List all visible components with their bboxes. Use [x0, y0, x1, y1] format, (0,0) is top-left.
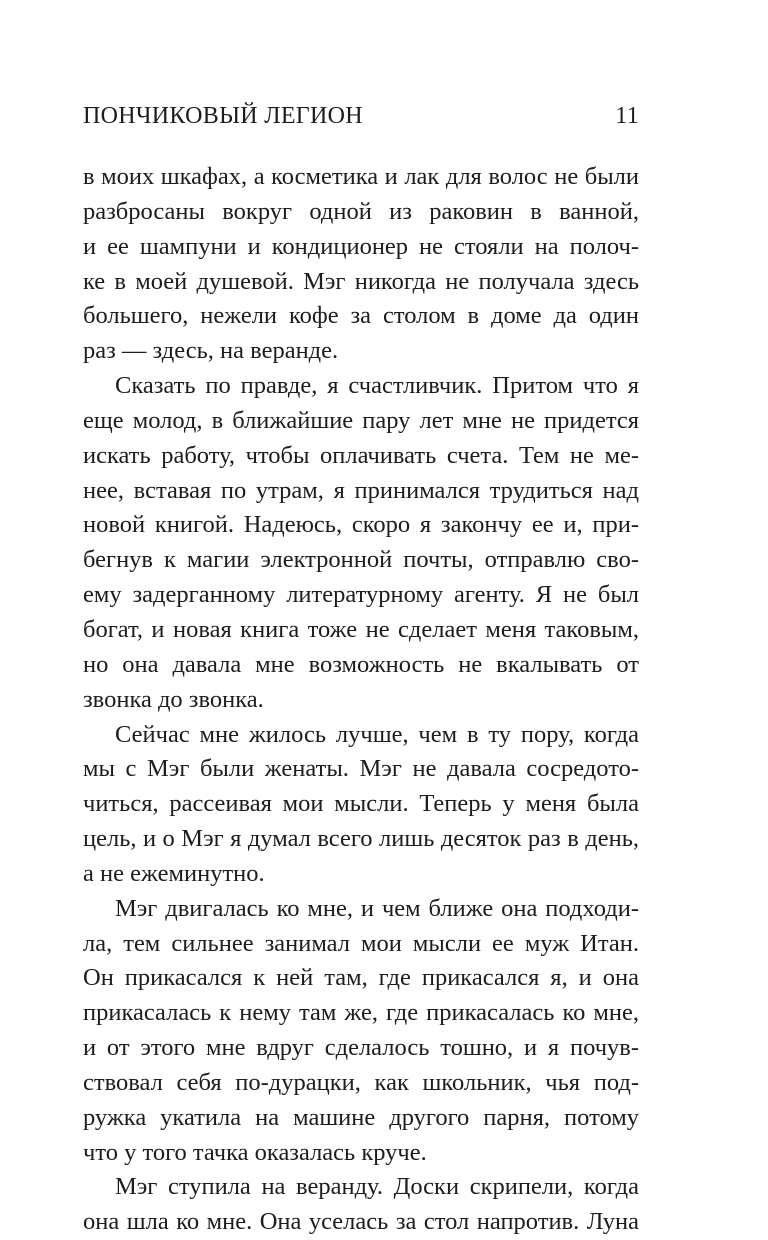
page-number: 11 [615, 103, 639, 129]
text-line: Мэг двигалась ко мне, и чем ближе она подходи- [115, 894, 639, 922]
text-line: мы с Мэг были женаты. Мэг не давала сосредото- [83, 755, 639, 783]
text-line: разбросаны вокруг одной из раковин в ванной, [83, 197, 639, 225]
text-line: читься, рассеивая мои мысли. Теперь у меня была [83, 790, 639, 818]
text-line: ла, тем сильнее занимал мои мысли ее муж Итан. [83, 929, 639, 957]
text-line: новой книгой. Надеюсь, скоро я закончу ее и, при- [83, 511, 639, 539]
book-title: ПОНЧИКОВЫЙ ЛЕГИОН [83, 103, 363, 129]
text-line: Сейчас мне жилось лучше, чем в ту пору, когда [115, 720, 639, 748]
running-header [83, 103, 639, 143]
text-line: ему задерганному литературному агенту. Я не был [83, 581, 639, 609]
text-line: ке в моей душевой. Мэг никогда не получала здесь [83, 267, 639, 295]
text-line: Мэг ступила на веранду. Доски скрипели, когда [115, 1173, 639, 1201]
text-line: нее, вставая по утрам, я принимался трудиться над [83, 476, 639, 504]
text-line: ствовал себя по-дурацки, как школьник, чья под- [83, 1068, 639, 1096]
text-line: и ее шампуни и кондиционер не стояли на полоч- [83, 232, 639, 260]
text-line: и от этого мне вдруг сделалось тошно, и я почув- [83, 1034, 639, 1062]
text-line: прикасалась к нему там же, где прикасалась ко мне, [83, 999, 639, 1027]
page-body [83, 160, 639, 1240]
text-line: она шла ко мне. Она уселась за стол напротив. Луна [83, 1208, 639, 1236]
text-line: большего, нежели кофе за столом в доме да один [83, 302, 639, 330]
text-line: искать работу, чтобы оплачивать счета. Тем не ме- [83, 441, 639, 469]
text-line: но она давала мне возможность не вкалывать от [83, 650, 639, 678]
text-line: в моих шкафах, а косметика и лак для волос не были [83, 163, 639, 190]
text-line: что у того тачка оказалась круче. [83, 1138, 427, 1166]
text-line: а не ежеминутно. [83, 859, 265, 887]
text-line: Сказать по правде, я счастливчик. Притом что я [115, 372, 639, 400]
text-line: раз — здесь, на веранде. [83, 337, 339, 365]
text-line: цель, и о Мэг я думал всего лишь десяток раз в день, [83, 825, 639, 853]
text-line: бегнув к магии электронной почты, отправлю сво- [83, 546, 639, 574]
text-line: еще молод, в ближайшие пару лет мне не придется [83, 406, 639, 434]
text-line: звонка до звонка. [83, 685, 264, 713]
text-line: Он прикасался к ней там, где прикасался я, и она [83, 964, 639, 992]
text-line: ружка укатила на машине другого парня, потому [83, 1103, 639, 1131]
text-line: богат, и новая книга тоже не сделает меня таковым, [83, 615, 639, 643]
